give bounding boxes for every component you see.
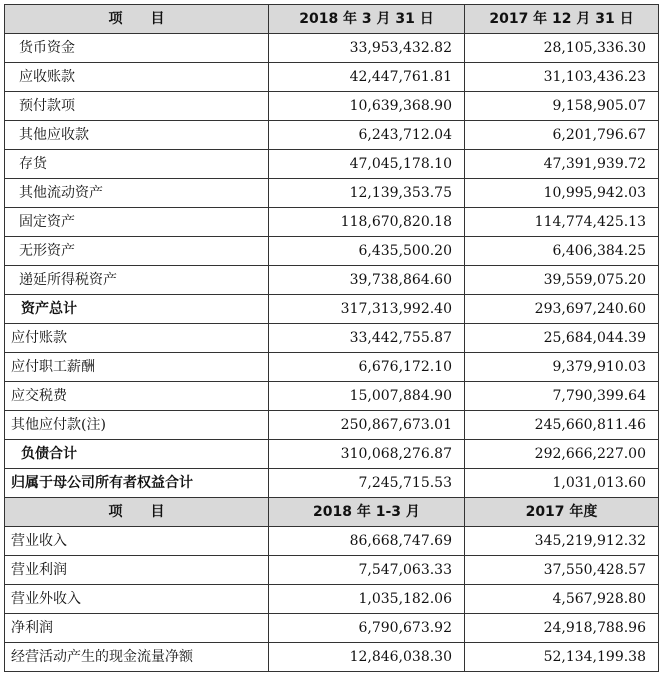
row-value-2: 6,406,384.25 (465, 237, 659, 266)
row-value-1: 33,442,755.87 (269, 324, 465, 353)
table-row (5, 208, 659, 237)
row-label: 营业收入 (5, 527, 269, 556)
table-row (5, 237, 659, 266)
row-value-2: 345,219,912.32 (465, 527, 659, 556)
row-label: 货币资金 (5, 34, 269, 63)
row-value-2: 28,105,336.30 (465, 34, 659, 63)
row-label: 应交税费 (5, 382, 269, 411)
row-value-2: 39,559,075.20 (465, 266, 659, 295)
row-value-1: 86,668,747.69 (269, 527, 465, 556)
row-label: 递延所得税资产 (5, 266, 269, 295)
row-value-1: 118,670,820.18 (269, 208, 465, 237)
row-label: 预付款项 (5, 92, 269, 121)
financial-table (4, 4, 659, 672)
row-label: 营业外收入 (5, 585, 269, 614)
row-value-1: 15,007,884.90 (269, 382, 465, 411)
row-value-2: 10,995,942.03 (465, 179, 659, 208)
row-value-2: 293,697,240.60 (465, 295, 659, 324)
row-value-2: 7,790,399.64 (465, 382, 659, 411)
row-value-1: 310,068,276.87 (269, 440, 465, 469)
row-value-1: 6,435,500.20 (269, 237, 465, 266)
row-value-1: 39,738,864.60 (269, 266, 465, 295)
table-row (5, 556, 659, 585)
total-assets-row (5, 295, 659, 324)
row-value-2: 47,391,939.72 (465, 150, 659, 179)
table-row (5, 150, 659, 179)
table-row (5, 34, 659, 63)
table-row (5, 643, 659, 672)
row-label: 应付职工薪酬 (5, 353, 269, 382)
row-value-2: 114,774,425.13 (465, 208, 659, 237)
row-value-1: 7,547,063.33 (269, 556, 465, 585)
row-value-2: 4,567,928.80 (465, 585, 659, 614)
row-value-2: 6,201,796.67 (465, 121, 659, 150)
table-row (5, 92, 659, 121)
row-value-2: 9,158,905.07 (465, 92, 659, 121)
row-value-2: 31,103,436.23 (465, 63, 659, 92)
table-row (5, 121, 659, 150)
row-label: 归属于母公司所有者权益合计 (5, 469, 269, 498)
row-value-1: 317,313,992.40 (269, 295, 465, 324)
total-liabilities-row (5, 440, 659, 469)
header-date-2: 2017 年 12 月 31 日 (465, 5, 659, 34)
row-value-1: 1,035,182.06 (269, 585, 465, 614)
header-period-1: 2018 年 1-3 月 (269, 498, 465, 527)
row-label: 营业利润 (5, 556, 269, 585)
row-value-2: 37,550,428.57 (465, 556, 659, 585)
row-value-2: 24,918,788.96 (465, 614, 659, 643)
row-value-2: 25,684,044.39 (465, 324, 659, 353)
row-label: 其他流动资产 (5, 179, 269, 208)
row-label: 资产总计 (5, 295, 269, 324)
header-item: 项 目 (5, 498, 269, 527)
row-label: 应收账款 (5, 63, 269, 92)
row-value-2: 1,031,013.60 (465, 469, 659, 498)
table-row (5, 527, 659, 556)
row-value-1: 6,676,172.10 (269, 353, 465, 382)
table-row (5, 585, 659, 614)
row-value-1: 12,846,038.30 (269, 643, 465, 672)
row-label: 其他应收款 (5, 121, 269, 150)
table-row (5, 614, 659, 643)
row-value-1: 250,867,673.01 (269, 411, 465, 440)
row-value-2: 292,666,227.00 (465, 440, 659, 469)
row-label: 其他应付款(注) (5, 411, 269, 440)
row-label: 存货 (5, 150, 269, 179)
header-period-2: 2017 年度 (465, 498, 659, 527)
row-value-1: 47,045,178.10 (269, 150, 465, 179)
row-label: 负债合计 (5, 440, 269, 469)
financial-table-container (4, 4, 658, 672)
row-label: 固定资产 (5, 208, 269, 237)
table-row (5, 411, 659, 440)
row-value-1: 6,790,673.92 (269, 614, 465, 643)
table-row (5, 324, 659, 353)
row-value-1: 33,953,432.82 (269, 34, 465, 63)
row-label: 应付账款 (5, 324, 269, 353)
row-value-1: 7,245,715.53 (269, 469, 465, 498)
table-row (5, 179, 659, 208)
balance-header-row (5, 5, 659, 34)
row-value-1: 42,447,761.81 (269, 63, 465, 92)
header-date-1: 2018 年 3 月 31 日 (269, 5, 465, 34)
header-item: 项 目 (5, 5, 269, 34)
table-row (5, 353, 659, 382)
row-value-1: 6,243,712.04 (269, 121, 465, 150)
table-row (5, 382, 659, 411)
row-value-2: 245,660,811.46 (465, 411, 659, 440)
table-row (5, 266, 659, 295)
row-label: 净利润 (5, 614, 269, 643)
row-label: 经营活动产生的现金流量净额 (5, 643, 269, 672)
row-value-1: 10,639,368.90 (269, 92, 465, 121)
row-value-2: 52,134,199.38 (465, 643, 659, 672)
row-value-2: 9,379,910.03 (465, 353, 659, 382)
income-header-row (5, 498, 659, 527)
equity-row (5, 469, 659, 498)
row-value-1: 12,139,353.75 (269, 179, 465, 208)
row-label: 无形资产 (5, 237, 269, 266)
table-row (5, 63, 659, 92)
